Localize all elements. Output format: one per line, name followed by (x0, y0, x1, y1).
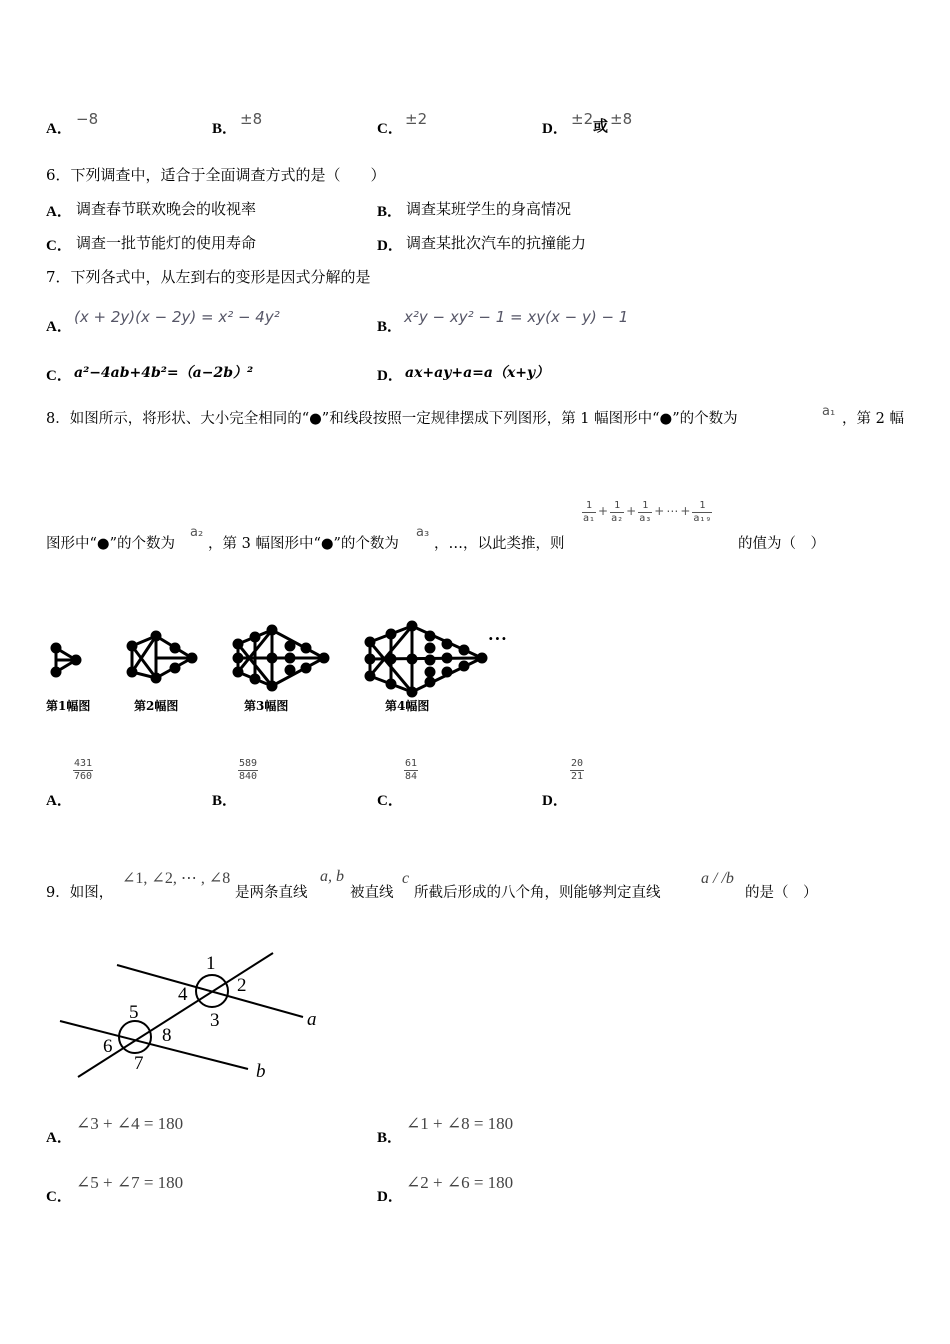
q7-stem: 7．下列各式中，从左到右的变形是因式分解的是 (46, 268, 371, 286)
q8-option-d-label: D． (542, 793, 568, 809)
q8-sum-term-1: $\frac{1}{\text{a₁}}$ (583, 500, 596, 524)
q9-option-d-label: D． (377, 1189, 403, 1205)
q8-sum-term-2: $\frac{1}{\text{a₂}}$ (611, 500, 624, 524)
q9-lines-ab: a, b (320, 868, 344, 885)
q8-stem-line2-c: ，…，以此类推，则 (434, 536, 565, 552)
q8-figure-caption-4: 第4幅图 (385, 699, 430, 713)
q9-option-a-math: ∠3 + ∠4 = 180 (76, 1114, 184, 1133)
angle-label-7: 7 (134, 1053, 144, 1074)
q9-stem-b: 是两条直线 (235, 885, 308, 901)
q8-sum-term-3: $\frac{1}{\text{a₃}}$ (639, 500, 652, 524)
q5-option-a-value: −8 (76, 110, 99, 128)
q8-option-d-fraction: $\frac{20}{21}$ (571, 758, 584, 782)
q6-option-b-label: B． (377, 204, 403, 220)
q8-stem-line2-a: 图形中“●”的个数为 (46, 536, 175, 552)
q8-stem-line2-b: ，第 3 幅图形中“●”的个数为 (208, 536, 399, 552)
q9-option-b-label: B． (377, 1130, 403, 1146)
q5-option-a-label: A． (46, 121, 72, 137)
q9-option-c-math: ∠5 + ∠7 = 180 (76, 1173, 184, 1192)
q8-stem-line2-end: 的值为（ ） (738, 536, 825, 552)
q9-stem-e: 的是（ ） (745, 885, 818, 901)
q8-sum-expression: $\frac{1}{\text{a₁}}$ + $\frac{1}{\text{a₂}}$ + $\frac{1}{\text{a₃}}$ + ⋯ + $\frac{1}{\text{a₁₉}}$ (583, 500, 712, 524)
q9-option-b-math: ∠1 + ∠8 = 180 (406, 1114, 514, 1133)
line-label-a: a (307, 1009, 317, 1030)
q9-line-c: c (402, 870, 410, 887)
q9-option-c-label: C． (46, 1189, 72, 1205)
q6-stem: 6．下列调查中，适合于全面调查方式的是（ ） (46, 166, 386, 184)
q6-option-a-label: A． (46, 204, 72, 220)
q5-option-c-value: ±2 (405, 110, 428, 128)
q7-option-b-math: x²y − xy² − 1 = xy(x − y) − 1 (404, 308, 629, 326)
q5-option-d-value-a: ±2 (571, 110, 594, 128)
q8-option-c-fraction: $\frac{61}{84}$ (405, 758, 418, 782)
transversal-c (78, 953, 273, 1077)
q8-figure-4 (366, 622, 486, 696)
angle-label-8: 8 (162, 1025, 172, 1046)
q8-pattern-figures (40, 620, 560, 720)
q9-option-a-label: A． (46, 1130, 72, 1146)
q8-figure-3 (234, 626, 328, 690)
q8-a3: a₃ (416, 525, 430, 540)
q7-option-b-label: B． (377, 319, 403, 335)
q9-option-d-math: ∠2 + ∠6 = 180 (406, 1173, 514, 1192)
q5-option-b-value: ±8 (240, 110, 263, 128)
q7-option-a-label: A． (46, 319, 72, 335)
q5-option-b-label: B． (212, 121, 238, 137)
q8-figure-caption-1: 第1幅图 (46, 699, 91, 713)
angle-label-3: 3 (210, 1010, 220, 1031)
q9-stem-c: 被直线 (350, 885, 394, 901)
q8-option-b-fraction: $\frac{589}{840}$ (239, 758, 258, 782)
q8-figure-1 (52, 644, 80, 676)
angle-label-4: 4 (178, 984, 188, 1005)
q7-option-c-math: a²−4ab+4b²=（a−2b）² (74, 365, 254, 381)
q8-figure-caption-2: 第2幅图 (134, 699, 179, 713)
q5-option-d-label: D． (542, 121, 568, 137)
q8-a1: a₁ (822, 404, 836, 419)
q8-option-a-label: A． (46, 793, 72, 809)
q9-angle-figure (55, 945, 345, 1085)
q6-option-d-label: D． (377, 238, 403, 254)
q6-option-c-label: C． (46, 238, 72, 254)
q8-option-a-fraction: $\frac{431}{760}$ (74, 758, 93, 782)
q8-sum-term-19: $\frac{1}{\text{a₁₉}}$ (693, 500, 712, 524)
q9-parallel: a / /b (701, 870, 734, 887)
q9-angles: ∠1, ∠2, ⋯ , ∠8 (122, 870, 231, 887)
q8-figure-dots: ··· (488, 629, 508, 648)
q6-option-a-text: 调查春节联欢晚会的收视率 (76, 200, 257, 218)
q6-option-c-text: 调查一批节能灯的使用寿命 (76, 234, 257, 252)
q7-option-a-math: (x + 2y)(x − 2y) = x² − 4y² (74, 308, 280, 326)
q8-figure-caption-3: 第3幅图 (244, 699, 289, 713)
q6-option-d-text: 调查某批次汽车的抗撞能力 (406, 234, 587, 252)
q5-option-d-joiner: 或 (593, 117, 609, 135)
q7-option-c-label: C． (46, 368, 72, 384)
q8-sum-ellipsis: ⋯ (666, 504, 679, 518)
angle-label-6: 6 (103, 1036, 113, 1057)
q7-option-d-label: D． (377, 368, 403, 384)
q8-stem-line1: 8．如图所示，将形状、大小完全相同的“●”和线段按照一定规律摆成下列图形，第 1 幅图形中“●”的个数为 (46, 411, 738, 427)
q5-option-d-value-b: ±8 (610, 110, 633, 128)
q9-stem-d: 所截后形成的八个角，则能够判定直线 (414, 885, 661, 901)
q8-figure-2 (128, 632, 196, 682)
q9-stem-a: 9．如图， (46, 885, 114, 901)
q8-option-c-label: C． (377, 793, 403, 809)
line-label-b: b (256, 1061, 266, 1082)
angle-label-2: 2 (237, 975, 247, 996)
q5-option-c-label: C． (377, 121, 403, 137)
q7-option-d-math: ax+ay+a=a（x+y） (405, 365, 550, 381)
q8-stem-line1-end: ，第 2 幅 (842, 411, 904, 427)
q8-a2: a₂ (190, 525, 204, 540)
q6-option-b-text: 调查某班学生的身高情况 (406, 200, 572, 218)
q8-option-b-label: B． (212, 793, 238, 809)
angle-label-5: 5 (129, 1002, 139, 1023)
angle-label-1: 1 (206, 953, 216, 974)
